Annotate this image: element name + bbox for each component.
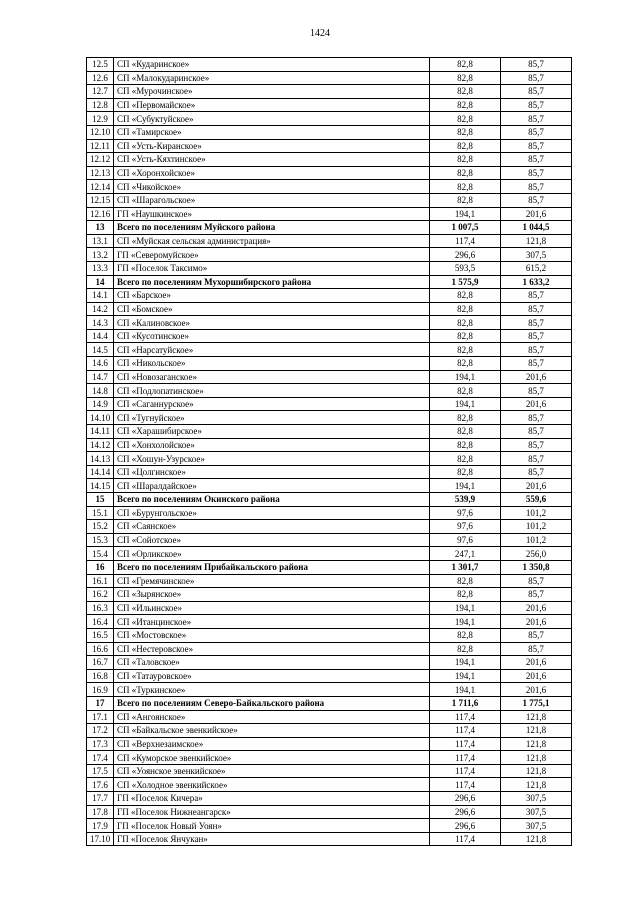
table-row xyxy=(87,85,572,99)
value-1-cell: 82,8 xyxy=(430,180,501,194)
row-number-cell: 16.5 xyxy=(87,628,114,642)
settlement-name-cell: ГП «Поселок Янчукан» xyxy=(114,832,430,846)
table-row-total xyxy=(87,560,572,574)
row-number-cell: 14.15 xyxy=(87,479,114,493)
value-1-cell: 296,6 xyxy=(430,792,501,806)
value-2-cell: 85,7 xyxy=(501,58,572,72)
row-number-cell: 12.16 xyxy=(87,207,114,221)
value-1-cell: 117,4 xyxy=(430,710,501,724)
value-2-cell: 121,8 xyxy=(501,764,572,778)
table-row xyxy=(87,71,572,85)
row-number-cell: 14.13 xyxy=(87,452,114,466)
row-number-cell: 17.8 xyxy=(87,805,114,819)
value-2-cell: 85,7 xyxy=(501,166,572,180)
row-number-cell: 14.12 xyxy=(87,438,114,452)
value-1-cell: 117,4 xyxy=(430,751,501,765)
value-2-cell: 85,7 xyxy=(501,574,572,588)
settlement-name-cell: ГП «Поселок Таксимо» xyxy=(114,261,430,275)
value-1-cell: 194,1 xyxy=(430,397,501,411)
settlement-name-cell: СП «Шарагольское» xyxy=(114,193,430,207)
settlement-name-cell: СП «Бурунгольское» xyxy=(114,506,430,520)
table-row xyxy=(87,615,572,629)
table-row xyxy=(87,737,572,751)
table-row xyxy=(87,166,572,180)
settlement-name-cell: СП «Бомское» xyxy=(114,302,430,316)
row-number-cell: 17.10 xyxy=(87,832,114,846)
value-1-cell: 82,8 xyxy=(430,302,501,316)
settlement-name-cell: СП «Сойотское» xyxy=(114,533,430,547)
value-1-cell: 82,8 xyxy=(430,112,501,126)
value-2-cell: 559,6 xyxy=(501,493,572,507)
value-2-cell: 85,7 xyxy=(501,139,572,153)
value-1-cell: 97,6 xyxy=(430,533,501,547)
table-row xyxy=(87,642,572,656)
value-2-cell: 101,2 xyxy=(501,533,572,547)
row-number-cell: 14.4 xyxy=(87,329,114,343)
table-row xyxy=(87,112,572,126)
settlement-name-cell: СП «Итанцинское» xyxy=(114,615,430,629)
value-1-cell: 117,4 xyxy=(430,724,501,738)
table-row xyxy=(87,289,572,303)
value-2-cell: 85,7 xyxy=(501,289,572,303)
settlement-name-cell: СП «Мостовское» xyxy=(114,628,430,642)
table-row xyxy=(87,574,572,588)
row-number-cell: 17.3 xyxy=(87,737,114,751)
table-row-total xyxy=(87,275,572,289)
settlement-name-cell: Всего по поселениям Северо-Байкальского района xyxy=(114,696,430,710)
settlement-name-cell: СП «Барское» xyxy=(114,289,430,303)
settlement-name-cell: СП «Хошун-Узурское» xyxy=(114,452,430,466)
row-number-cell: 12.10 xyxy=(87,125,114,139)
value-2-cell: 256,0 xyxy=(501,547,572,561)
value-1-cell: 194,1 xyxy=(430,601,501,615)
value-2-cell: 1 350,8 xyxy=(501,560,572,574)
table-row xyxy=(87,357,572,371)
settlement-name-cell: ГП «Наушкинское» xyxy=(114,207,430,221)
row-number-cell: 14.8 xyxy=(87,384,114,398)
row-number-cell: 17.9 xyxy=(87,819,114,833)
value-2-cell: 101,2 xyxy=(501,506,572,520)
value-2-cell: 121,8 xyxy=(501,751,572,765)
settlement-name-cell: СП «Саянское» xyxy=(114,520,430,534)
settlement-name-cell: СП «Ангоянское» xyxy=(114,710,430,724)
value-1-cell: 82,8 xyxy=(430,139,501,153)
settlement-name-cell: СП «Саганнурское» xyxy=(114,397,430,411)
table-row xyxy=(87,805,572,819)
value-2-cell: 85,7 xyxy=(501,384,572,398)
settlement-name-cell: СП «Усть-Кяхтинское» xyxy=(114,153,430,167)
value-2-cell: 85,7 xyxy=(501,71,572,85)
row-number-cell: 17.7 xyxy=(87,792,114,806)
settlement-name-cell: СП «Субуктуйское» xyxy=(114,112,430,126)
settlement-name-cell: СП «Уоянское эвенкийское» xyxy=(114,764,430,778)
value-1-cell: 1 575,9 xyxy=(430,275,501,289)
settlement-name-cell: ГП «Поселок Новый Уоян» xyxy=(114,819,430,833)
value-2-cell: 85,7 xyxy=(501,465,572,479)
value-2-cell: 1 044,5 xyxy=(501,221,572,235)
value-2-cell: 201,6 xyxy=(501,656,572,670)
table-row xyxy=(87,724,572,738)
row-number-cell: 13.2 xyxy=(87,248,114,262)
value-1-cell: 82,8 xyxy=(430,384,501,398)
settlement-name-cell: СП «Никольское» xyxy=(114,357,430,371)
table-row xyxy=(87,683,572,697)
value-2-cell: 201,6 xyxy=(501,683,572,697)
value-2-cell: 85,7 xyxy=(501,125,572,139)
value-2-cell: 85,7 xyxy=(501,193,572,207)
value-2-cell: 101,2 xyxy=(501,520,572,534)
table-row xyxy=(87,628,572,642)
table-row xyxy=(87,384,572,398)
value-2-cell: 307,5 xyxy=(501,248,572,262)
settlement-name-cell: СП «Малокударинское» xyxy=(114,71,430,85)
value-2-cell: 121,8 xyxy=(501,832,572,846)
settlement-name-cell: Всего по поселениям Окинского района xyxy=(114,493,430,507)
value-1-cell: 194,1 xyxy=(430,370,501,384)
value-1-cell: 82,8 xyxy=(430,357,501,371)
row-number-cell: 12.5 xyxy=(87,58,114,72)
table-row xyxy=(87,465,572,479)
value-1-cell: 97,6 xyxy=(430,506,501,520)
settlement-name-cell: СП «Хонхолойское» xyxy=(114,438,430,452)
value-2-cell: 121,8 xyxy=(501,778,572,792)
value-1-cell: 194,1 xyxy=(430,615,501,629)
settlement-name-cell: СП «Новозаганское» xyxy=(114,370,430,384)
settlement-name-cell: Всего по поселениям Мухоршибирского района xyxy=(114,275,430,289)
settlement-name-cell: СП «Куморское эвенкийское» xyxy=(114,751,430,765)
value-1-cell: 194,1 xyxy=(430,656,501,670)
value-1-cell: 117,4 xyxy=(430,234,501,248)
value-1-cell: 296,6 xyxy=(430,805,501,819)
row-number-cell: 14.2 xyxy=(87,302,114,316)
row-number-cell: 15 xyxy=(87,493,114,507)
settlement-name-cell: СП «Тугнуйское» xyxy=(114,411,430,425)
row-number-cell: 13 xyxy=(87,221,114,235)
table-row xyxy=(87,452,572,466)
value-2-cell: 307,5 xyxy=(501,792,572,806)
settlement-name-cell: СП «Хоронхойское» xyxy=(114,166,430,180)
value-2-cell: 85,7 xyxy=(501,85,572,99)
table-row xyxy=(87,234,572,248)
row-number-cell: 16.9 xyxy=(87,683,114,697)
row-number-cell: 16.8 xyxy=(87,669,114,683)
table-row xyxy=(87,547,572,561)
table-body xyxy=(87,58,572,846)
value-2-cell: 121,8 xyxy=(501,724,572,738)
settlement-name-cell: СП «Байкальское эвенкийское» xyxy=(114,724,430,738)
value-1-cell: 539,9 xyxy=(430,493,501,507)
table-row-total xyxy=(87,221,572,235)
settlements-table xyxy=(86,57,572,846)
row-number-cell: 12.6 xyxy=(87,71,114,85)
value-2-cell: 201,6 xyxy=(501,615,572,629)
value-1-cell: 296,6 xyxy=(430,819,501,833)
settlement-name-cell: СП «Чикойское» xyxy=(114,180,430,194)
settlement-name-cell: СП «Тамирское» xyxy=(114,125,430,139)
row-number-cell: 14.3 xyxy=(87,316,114,330)
value-2-cell: 121,8 xyxy=(501,737,572,751)
value-2-cell: 85,7 xyxy=(501,153,572,167)
table-row xyxy=(87,343,572,357)
table-row xyxy=(87,656,572,670)
settlement-name-cell: СП «Ильинское» xyxy=(114,601,430,615)
value-2-cell: 307,5 xyxy=(501,819,572,833)
value-2-cell: 85,7 xyxy=(501,411,572,425)
table-row-total xyxy=(87,696,572,710)
row-number-cell: 13.3 xyxy=(87,261,114,275)
table-row xyxy=(87,479,572,493)
value-1-cell: 82,8 xyxy=(430,85,501,99)
settlement-name-cell: СП «Калиновское» xyxy=(114,316,430,330)
value-2-cell: 85,7 xyxy=(501,316,572,330)
table-row xyxy=(87,588,572,602)
row-number-cell: 17.4 xyxy=(87,751,114,765)
value-1-cell: 117,4 xyxy=(430,764,501,778)
value-1-cell: 82,8 xyxy=(430,574,501,588)
row-number-cell: 14 xyxy=(87,275,114,289)
settlement-name-cell: СП «Нарсатуйское» xyxy=(114,343,430,357)
table-row xyxy=(87,261,572,275)
table-row xyxy=(87,125,572,139)
value-1-cell: 82,8 xyxy=(430,452,501,466)
table-row xyxy=(87,520,572,534)
value-1-cell: 82,8 xyxy=(430,343,501,357)
value-1-cell: 82,8 xyxy=(430,125,501,139)
row-number-cell: 16.3 xyxy=(87,601,114,615)
table-row xyxy=(87,397,572,411)
table-row xyxy=(87,316,572,330)
settlement-name-cell: СП «Гремячинское» xyxy=(114,574,430,588)
settlement-name-cell: ГП «Поселок Нижнеангарск» xyxy=(114,805,430,819)
settlement-name-cell: ГП «Поселок Кичера» xyxy=(114,792,430,806)
row-number-cell: 14.11 xyxy=(87,425,114,439)
table-row xyxy=(87,180,572,194)
row-number-cell: 12.11 xyxy=(87,139,114,153)
value-1-cell: 82,8 xyxy=(430,166,501,180)
value-2-cell: 201,6 xyxy=(501,207,572,221)
value-1-cell: 82,8 xyxy=(430,153,501,167)
table-row xyxy=(87,669,572,683)
value-1-cell: 194,1 xyxy=(430,669,501,683)
row-number-cell: 16.4 xyxy=(87,615,114,629)
value-1-cell: 82,8 xyxy=(430,588,501,602)
table-row xyxy=(87,778,572,792)
row-number-cell: 12.14 xyxy=(87,180,114,194)
value-2-cell: 85,7 xyxy=(501,112,572,126)
row-number-cell: 14.9 xyxy=(87,397,114,411)
value-2-cell: 85,7 xyxy=(501,642,572,656)
table-row xyxy=(87,411,572,425)
table-row xyxy=(87,710,572,724)
value-1-cell: 82,8 xyxy=(430,193,501,207)
settlement-name-cell: СП «Усть-Киранское» xyxy=(114,139,430,153)
value-1-cell: 82,8 xyxy=(430,628,501,642)
settlement-name-cell: СП «Харашибирское» xyxy=(114,425,430,439)
table-row xyxy=(87,207,572,221)
value-2-cell: 85,7 xyxy=(501,343,572,357)
value-1-cell: 1 301,7 xyxy=(430,560,501,574)
settlement-name-cell: СП «Кударинское» xyxy=(114,58,430,72)
value-1-cell: 296,6 xyxy=(430,248,501,262)
value-2-cell: 85,7 xyxy=(501,588,572,602)
row-number-cell: 14.1 xyxy=(87,289,114,303)
table-row xyxy=(87,98,572,112)
settlement-name-cell: СП «Цолгинское» xyxy=(114,465,430,479)
table-row xyxy=(87,370,572,384)
settlement-name-cell: Всего по поселениям Муйского района xyxy=(114,221,430,235)
value-1-cell: 117,4 xyxy=(430,832,501,846)
value-2-cell: 201,6 xyxy=(501,370,572,384)
row-number-cell: 14.6 xyxy=(87,357,114,371)
table-row xyxy=(87,438,572,452)
value-2-cell: 121,8 xyxy=(501,710,572,724)
value-2-cell: 85,7 xyxy=(501,180,572,194)
value-1-cell: 82,8 xyxy=(430,425,501,439)
value-2-cell: 121,8 xyxy=(501,234,572,248)
value-1-cell: 82,8 xyxy=(430,465,501,479)
row-number-cell: 17.6 xyxy=(87,778,114,792)
table-row xyxy=(87,832,572,846)
value-2-cell: 1 775,1 xyxy=(501,696,572,710)
settlement-name-cell: СП «Мурочинское» xyxy=(114,85,430,99)
table-row xyxy=(87,601,572,615)
row-number-cell: 12.12 xyxy=(87,153,114,167)
table-row xyxy=(87,329,572,343)
settlement-name-cell: СП «Зырянское» xyxy=(114,588,430,602)
value-2-cell: 201,6 xyxy=(501,397,572,411)
value-2-cell: 85,7 xyxy=(501,452,572,466)
row-number-cell: 12.13 xyxy=(87,166,114,180)
row-number-cell: 17 xyxy=(87,696,114,710)
row-number-cell: 17.2 xyxy=(87,724,114,738)
row-number-cell: 14.7 xyxy=(87,370,114,384)
value-1-cell: 82,8 xyxy=(430,289,501,303)
settlement-name-cell: СП «Шаралдайское» xyxy=(114,479,430,493)
value-2-cell: 85,7 xyxy=(501,98,572,112)
settlement-name-cell: СП «Верхнезаимское» xyxy=(114,737,430,751)
settlement-name-cell: СП «Татауровское» xyxy=(114,669,430,683)
table-row xyxy=(87,302,572,316)
settlement-name-cell: СП «Муйская сельская администрация» xyxy=(114,234,430,248)
row-number-cell: 16 xyxy=(87,560,114,574)
value-2-cell: 85,7 xyxy=(501,357,572,371)
value-1-cell: 82,8 xyxy=(430,411,501,425)
value-2-cell: 85,7 xyxy=(501,628,572,642)
table-row xyxy=(87,764,572,778)
value-2-cell: 615,2 xyxy=(501,261,572,275)
settlement-name-cell: СП «Подлопатинское» xyxy=(114,384,430,398)
value-1-cell: 82,8 xyxy=(430,329,501,343)
settlement-name-cell: СП «Первомайское» xyxy=(114,98,430,112)
page-number: 1424 xyxy=(310,28,330,39)
value-2-cell: 85,7 xyxy=(501,438,572,452)
value-1-cell: 593,5 xyxy=(430,261,501,275)
value-2-cell: 1 633,2 xyxy=(501,275,572,289)
table-row xyxy=(87,58,572,72)
settlement-name-cell: СП «Туркинское» xyxy=(114,683,430,697)
value-1-cell: 82,8 xyxy=(430,98,501,112)
value-1-cell: 117,4 xyxy=(430,737,501,751)
row-number-cell: 16.2 xyxy=(87,588,114,602)
row-number-cell: 12.15 xyxy=(87,193,114,207)
row-number-cell: 15.3 xyxy=(87,533,114,547)
settlement-name-cell: Всего по поселениям Прибайкальского района xyxy=(114,560,430,574)
table-row xyxy=(87,819,572,833)
settlement-name-cell: СП «Холодное эвенкийское» xyxy=(114,778,430,792)
table-row xyxy=(87,153,572,167)
value-1-cell: 97,6 xyxy=(430,520,501,534)
row-number-cell: 15.1 xyxy=(87,506,114,520)
table-row xyxy=(87,425,572,439)
value-1-cell: 82,8 xyxy=(430,316,501,330)
row-number-cell: 14.5 xyxy=(87,343,114,357)
value-1-cell: 82,8 xyxy=(430,71,501,85)
row-number-cell: 12.9 xyxy=(87,112,114,126)
row-number-cell: 14.14 xyxy=(87,465,114,479)
table-row xyxy=(87,751,572,765)
row-number-cell: 12.8 xyxy=(87,98,114,112)
value-1-cell: 1 711,6 xyxy=(430,696,501,710)
value-2-cell: 85,7 xyxy=(501,302,572,316)
value-2-cell: 307,5 xyxy=(501,805,572,819)
table-row-total xyxy=(87,493,572,507)
value-1-cell: 194,1 xyxy=(430,683,501,697)
row-number-cell: 17.5 xyxy=(87,764,114,778)
value-2-cell: 201,6 xyxy=(501,479,572,493)
row-number-cell: 13.1 xyxy=(87,234,114,248)
value-1-cell: 1 007,5 xyxy=(430,221,501,235)
table-row xyxy=(87,533,572,547)
table-row xyxy=(87,506,572,520)
value-1-cell: 82,8 xyxy=(430,58,501,72)
settlement-name-cell: СП «Таловское» xyxy=(114,656,430,670)
row-number-cell: 15.2 xyxy=(87,520,114,534)
settlement-name-cell: СП «Орликское» xyxy=(114,547,430,561)
value-1-cell: 117,4 xyxy=(430,778,501,792)
settlement-name-cell: ГП «Северомуйское» xyxy=(114,248,430,262)
value-1-cell: 82,8 xyxy=(430,642,501,656)
settlement-name-cell: СП «Нестеровское» xyxy=(114,642,430,656)
value-2-cell: 85,7 xyxy=(501,329,572,343)
value-1-cell: 194,1 xyxy=(430,207,501,221)
table-row xyxy=(87,139,572,153)
row-number-cell: 16.7 xyxy=(87,656,114,670)
settlement-name-cell: СП «Кусотинское» xyxy=(114,329,430,343)
row-number-cell: 16.6 xyxy=(87,642,114,656)
value-2-cell: 201,6 xyxy=(501,601,572,615)
table-row xyxy=(87,792,572,806)
value-1-cell: 194,1 xyxy=(430,479,501,493)
value-1-cell: 82,8 xyxy=(430,438,501,452)
row-number-cell: 12.7 xyxy=(87,85,114,99)
table-row xyxy=(87,193,572,207)
row-number-cell: 17.1 xyxy=(87,710,114,724)
row-number-cell: 15.4 xyxy=(87,547,114,561)
value-1-cell: 247,1 xyxy=(430,547,501,561)
value-2-cell: 85,7 xyxy=(501,425,572,439)
row-number-cell: 16.1 xyxy=(87,574,114,588)
row-number-cell: 14.10 xyxy=(87,411,114,425)
value-2-cell: 201,6 xyxy=(501,669,572,683)
table-row xyxy=(87,248,572,262)
